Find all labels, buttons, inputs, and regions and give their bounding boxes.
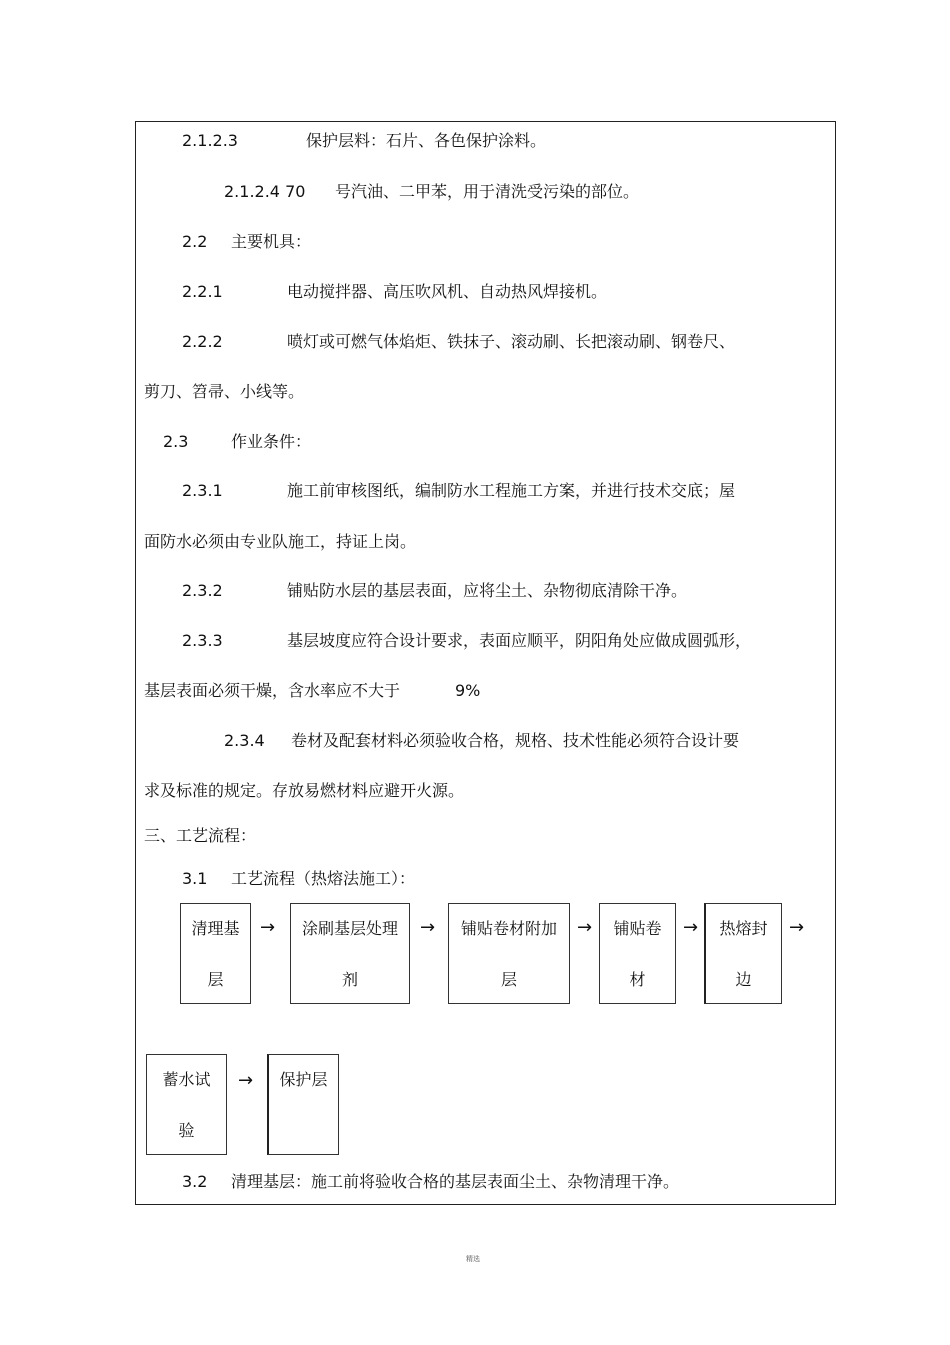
line-2-3-number: 2.3: [163, 432, 189, 451]
line-2-3-4-number: 2.3.4: [224, 731, 265, 750]
flow-arrow-icon: →: [260, 917, 276, 938]
line-2-3-4-continued: 求及标准的规定。存放易燃材料应避开火源。: [144, 781, 465, 800]
line-2-3-3-text: 基层坡度应符合设计要求，表面应顺平，阴阳角处应做成圆弧形，: [287, 631, 752, 650]
flow-step-label: 蓄水试: [162, 1070, 211, 1089]
flow-arrow-icon: →: [238, 1070, 254, 1091]
flow-arrow-icon: →: [420, 917, 436, 938]
flow-arrow-icon: →: [789, 917, 805, 938]
flow-step-label: 层: [207, 970, 224, 989]
line-2-2-2-continued: 剪刀、笤帚、小线等。: [144, 382, 305, 401]
line-2-3-1-text: 施工前审核图纸，编制防水工程施工方案，并进行技术交底；屋: [287, 481, 736, 500]
flow-step-label: 层: [500, 970, 517, 989]
flow-step-water-test: [146, 1054, 227, 1155]
line-2-3-2-text: 铺贴防水层的基层表面，应将尘土、杂物彻底清除干净。: [287, 581, 688, 600]
line-2-2-1-number: 2.2.1: [182, 282, 223, 301]
flow-step-label: 清理基: [191, 919, 240, 938]
flow-step-label: 热熔封: [719, 919, 768, 938]
line-2-2-number: 2.2: [182, 232, 208, 251]
line-2-2-2-number: 2.2.2: [182, 332, 223, 351]
flow-step-primer: [290, 903, 410, 1004]
flow-step-additional-layer: [448, 903, 570, 1004]
line-2-3-2-number: 2.3.2: [182, 581, 223, 600]
flow-step-clean-base: [180, 903, 251, 1004]
line-2-2-2-text: 喷灯或可燃气体焰炬、铁抹子、滚动刷、长把滚动刷、钢卷尺、: [287, 332, 736, 351]
flow-step-label: 涂刷基层处理: [301, 919, 398, 938]
line-2-1-2-4-text: 号汽油、二甲苯，用于清洗受污染的部位。: [335, 182, 640, 201]
line-2-3-4-text: 卷材及配套材料必须验收合格，规格、技术性能必须符合设计要: [291, 731, 740, 750]
line-2-2-text: 主要机具：: [231, 232, 312, 251]
flow-step-label: 验: [178, 1121, 195, 1140]
line-2-1-2-4-number: 2.1.2.4 70: [224, 182, 306, 201]
flow-step-label: 铺贴卷: [613, 919, 662, 938]
flow-step-heat-seal-edge: [704, 903, 782, 1004]
line-3-1-text: 工艺流程（热熔法施工）：: [231, 869, 416, 888]
line-2-3-1-number: 2.3.1: [182, 481, 223, 500]
section-3-heading: 三、工艺流程：: [144, 826, 257, 845]
moisture-value: 9%: [455, 681, 481, 700]
line-2-3-text: 作业条件：: [231, 432, 312, 451]
flow-step-lay-membrane: [599, 903, 676, 1004]
line-2-3-3-number: 2.3.3: [182, 631, 223, 650]
line-3-2-number: 3.2: [182, 1172, 208, 1191]
flow-step-label: 铺贴卷材附加: [460, 919, 557, 938]
flow-step-label: 保护层: [279, 1070, 328, 1089]
flow-step-protective-layer: [267, 1054, 339, 1155]
line-3-2-text: 清理基层：施工前将验收合格的基层表面尘土、杂物清理干净。: [231, 1172, 680, 1191]
line-2-3-3-continued: 基层表面必须干燥，含水率应不大于: [144, 681, 401, 700]
flow-arrow-icon: →: [683, 917, 699, 938]
line-2-2-1-text: 电动搅拌器、高压吹风机、自动热风焊接机。: [287, 282, 608, 301]
line-3-1-number: 3.1: [182, 869, 208, 888]
line-2-1-2-3-text: 保护层料：石片、各色保护涂料。: [306, 131, 547, 150]
line-2-3-1-continued: 面防水必须由专业队施工，持证上岗。: [144, 532, 417, 551]
flow-arrow-icon: →: [577, 917, 593, 938]
flow-step-label: 边: [735, 970, 752, 989]
flow-step-label: 材: [629, 970, 646, 989]
flow-step-label: 剂: [341, 970, 358, 989]
footer-label: 精选: [466, 1255, 480, 1263]
line-2-1-2-3-number: 2.1.2.3: [182, 131, 238, 150]
